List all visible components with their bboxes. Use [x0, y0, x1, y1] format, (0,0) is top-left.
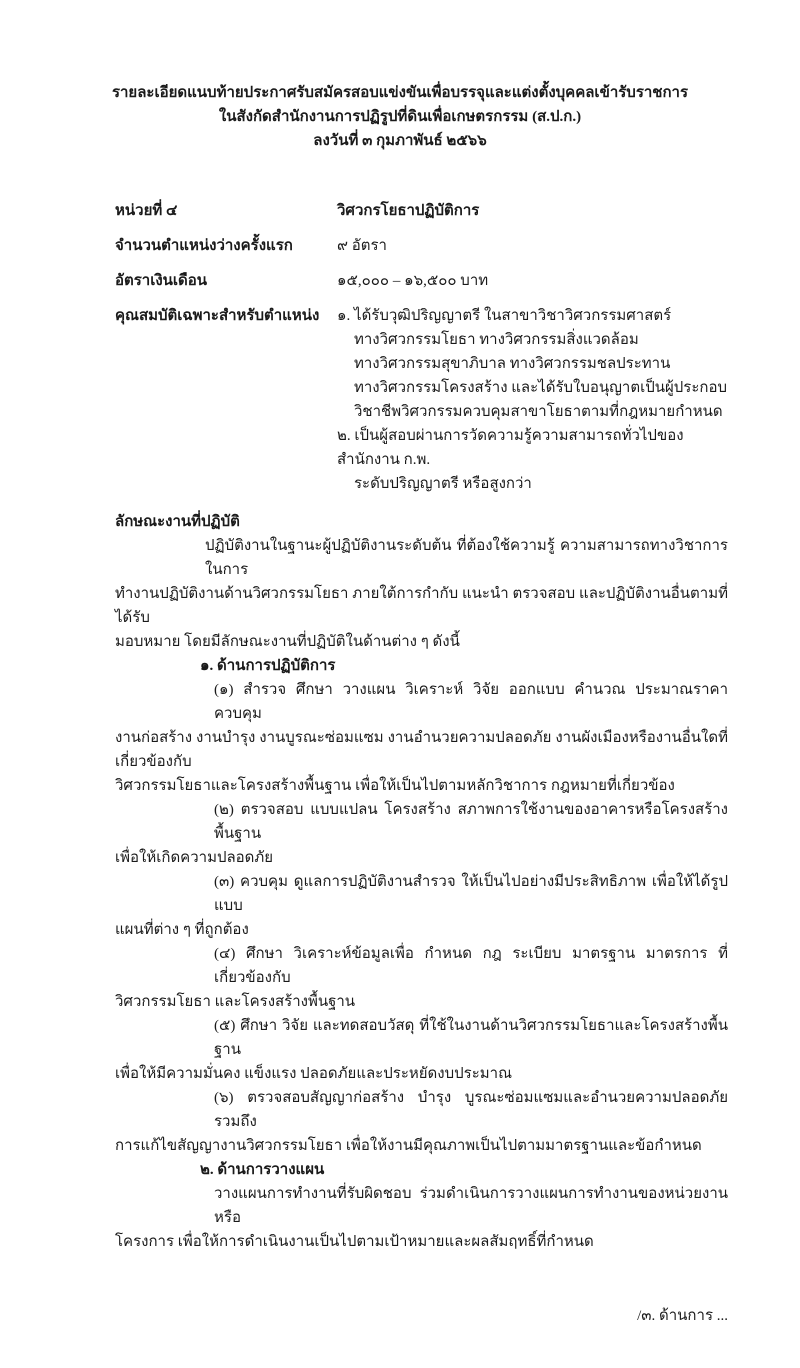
- section2-line: วางแผนการทำงานที่รับผิดชอบ ร่วมดำเนินการวางแผนการทำงานของหน่วยงานหรือ: [214, 1186, 728, 1226]
- vacancies-row: [115, 234, 728, 258]
- duties-intro-line: มอบหมาย โดยมีลักษณะงานที่ปฏิบัติในด้านต่าง ๆ ดังนี้: [115, 634, 460, 650]
- section2-heading: ๒. ด้านการวางแผน: [200, 1162, 325, 1178]
- qualification-line: ๑. ได้รับวุฒิปริญญาตรี ในสาขาวิชาวิศวกรรมศาสตร์: [337, 308, 672, 324]
- unit-row: [115, 199, 728, 223]
- qualification-line: ทางวิศวกรรมสุขาภิบาล ทางวิศวกรรมชลประทาน: [354, 356, 671, 372]
- section1-line: วิศวกรรมโยธา และโครงสร้างพื้นฐาน: [115, 994, 356, 1010]
- section1-line: (๒) ตรวจสอบ แบบแปลน โครงสร้าง สภาพการใช้งานของอาคารหรือโครงสร้างพื้นฐาน: [214, 802, 728, 842]
- qualification-line: ๒. เป็นผู้สอบผ่านการวัดความรู้ความสามารถทั่วไปของ สำนักงาน ก.พ.: [337, 428, 684, 468]
- qualifications-label: คุณสมบัติเฉพาะสำหรับตำแหน่ง: [115, 308, 320, 324]
- section1-line: (๔) ศึกษา วิเคราะห์ข้อมูลเพื่อ กำหนด กฎ ระเบียบ มาตรฐาน มาตรการ ที่เกี่ยวข้องกับ: [214, 946, 728, 986]
- duties-heading: ลักษณะงานที่ปฏิบัติ: [115, 514, 240, 530]
- qualifications-list: [337, 304, 728, 496]
- section1-line: (๑) สำรวจ ศึกษา วางแผน วิเคราะห์ วิจัย ออกแบบ คำนวณ ประมาณราคา ควบคุม: [214, 682, 728, 722]
- vacancies-label: จำนวนตำแหน่งว่างครั้งแรก: [115, 238, 293, 254]
- salary-row: [115, 269, 728, 293]
- salary-value: ๑๕,๐๐๐ – ๑๖,๕๐๐ บาท: [337, 273, 489, 289]
- section1-line: การแก้ไขสัญญางานวิศวกรรมโยธา เพื่อให้งานมีคุณภาพเป็นไปตามมาตรฐานและข้อกำหนด: [115, 1138, 702, 1154]
- unit-label: หน่วยที่ ๔: [115, 203, 178, 219]
- unit-value: วิศวกรโยธาปฏิบัติการ: [337, 203, 480, 219]
- document-header: [111, 81, 728, 153]
- qualifications-row: [115, 304, 728, 496]
- section1-line: แผนที่ต่าง ๆ ที่ถูกต้อง: [115, 922, 249, 938]
- section1-heading: ๑. ด้านการปฏิบัติการ: [200, 658, 336, 674]
- section1-line: วิศวกรรมโยธาและโครงสร้างพื้นฐาน เพื่อให้เป็นไปตามหลักวิชาการ กฎหมายที่เกี่ยวข้อง: [115, 778, 675, 794]
- qualification-line: ทางวิศวกรรมโครงสร้าง และได้รับใบอนุญาตเป็นผู้ประกอบ: [354, 380, 728, 396]
- section1-line: (๖) ตรวจสอบสัญญาก่อสร้าง บำรุง บูรณะซ่อมแซมและอำนวยความปลอดภัย รวมถึง: [214, 1090, 728, 1130]
- section1-line: เพื่อให้มีความมั่นคง แข็งแรง ปลอดภัยและประหยัดงบประมาณ: [115, 1066, 513, 1082]
- section1-line: (๓) ควบคุม ดูแลการปฏิบัติงานสำรวจ ให้เป็นไปอย่างมีประสิทธิภาพ เพื่อให้ได้รูปแบบ: [214, 874, 728, 914]
- duties-intro-line: ปฏิบัติงานในฐานะผู้ปฏิบัติงานระดับต้น ที่ต้องใช้ความรู้ ความสามารถทางวิชาการในการ: [205, 538, 728, 578]
- page-continuation: /๓. ด้านการ ...: [637, 1308, 728, 1324]
- title-line-1: รายละเอียดแนบท้ายประกาศรับสมัครสอบแข่งขันเพื่อบรรจุและแต่งตั้งบุคคลเข้ารับราชการ: [111, 85, 689, 101]
- qualification-line: วิชาชีพวิศวกรรมควบคุมสาขาโยธาตามที่กฎหมายกำหนด: [354, 404, 723, 420]
- section1-line: เพื่อให้เกิดความปลอดภัย: [115, 850, 274, 866]
- section1-line: (๕) ศึกษา วิจัย และทดสอบวัสดุ ที่ใช้ในงานด้านวิศวกรรมโยธาและโครงสร้างพื้นฐาน: [214, 1018, 728, 1058]
- qualification-line: ระดับปริญญาตรี หรือสูงกว่า: [354, 476, 532, 492]
- vacancies-value: ๙ อัตรา: [337, 238, 387, 254]
- title-line-3: ลงวันที่ ๓ กุมภาพันธ์ ๒๕๖๖: [313, 133, 487, 149]
- title-line-2: ในสังกัดสำนักงานการปฏิรูปที่ดินเพื่อเกษตรกรรม (ส.ป.ก.): [218, 109, 582, 125]
- duties-intro-line: ทำงานปฏิบัติงานด้านวิศวกรรมโยธา ภายใต้การกำกับ แนะนำ ตรวจสอบ และปฏิบัติงานอื่นตามที่ได้รับ: [115, 586, 728, 626]
- position-info: [115, 199, 728, 496]
- qualification-line: ทางวิศวกรรมโยธา ทางวิศวกรรมสิ่งแวดล้อม: [354, 332, 639, 348]
- salary-label: อัตราเงินเดือน: [115, 273, 208, 289]
- section1-line: งานก่อสร้าง งานบำรุง งานบูรณะซ่อมแซม งานอำนวยความปลอดภัย งานผังเมืองหรืองานอื่นใดที่เกี่ยวข้องกับ: [115, 730, 728, 770]
- section2-line: โครงการ เพื่อให้การดำเนินงานเป็นไปตามเป้าหมายและผลสัมฤทธิ์ที่กำหนด: [115, 1234, 594, 1250]
